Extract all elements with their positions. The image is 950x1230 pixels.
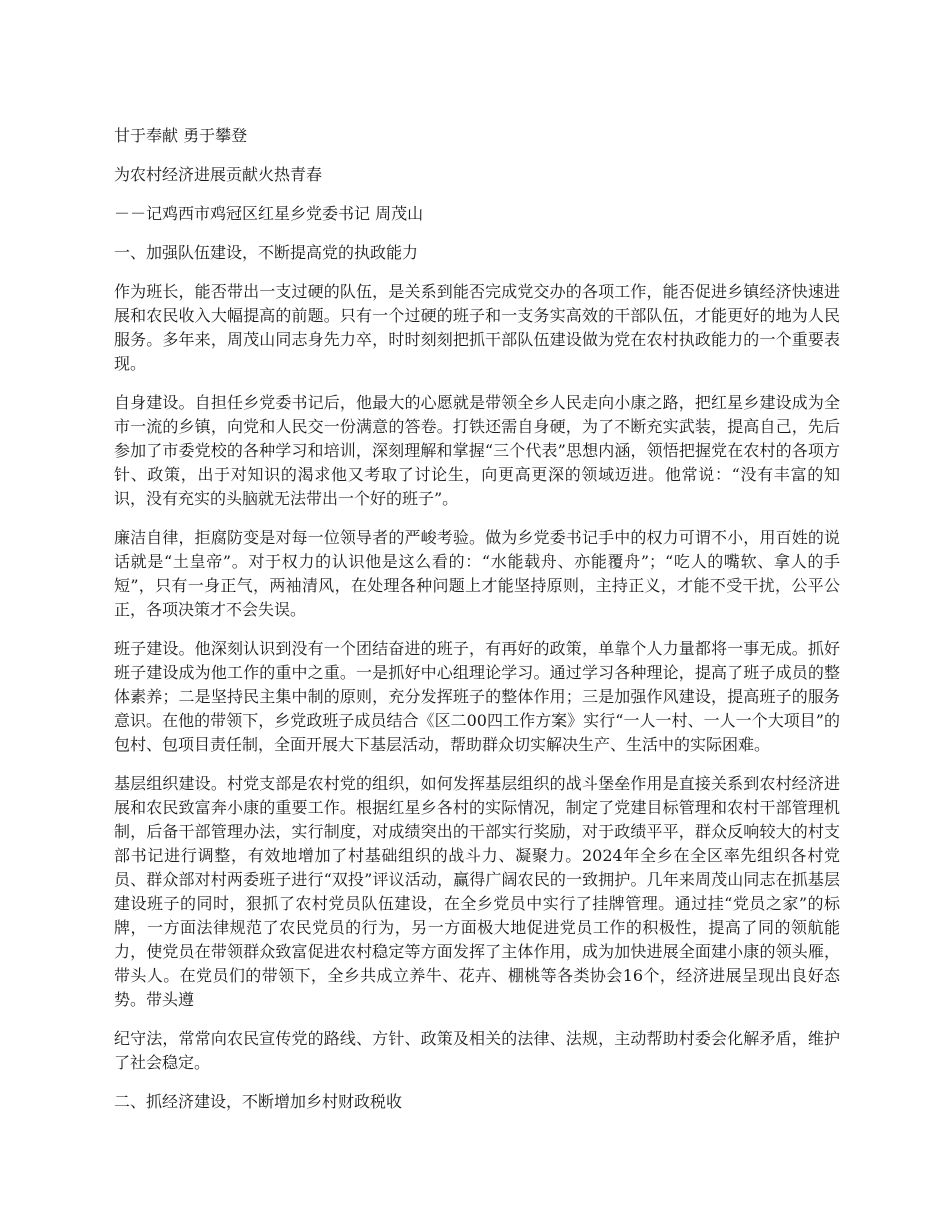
paragraph-5: 基层组织建设。村党支部是农村党的组织，如何发挥基层组织的战斗堡垒作用是直接关系到农村经济进展和农民致富奔小康的重要工作。根据红星乡各村的实际情况，制定了党建目标管理和农村干部管理机制，后备干部管理办法，实行制度，对成绩突出的干部实行奖励，对于政绩平平，群众反响较大的村支部书记进行调整，有效地增加了村基础组织的战斗力、凝聚力。2024年全乡在全区率先组织各村党员、群众部对村两委班子进行“双投”评议活动，赢得广阔农民的一致拥护。几年来周茂山同志在抓基层建设班子的同时，狠抓了农村党员队伍建设，在全乡党员中实行了挂牌管理。通过挂“党员之家”的标牌，一方面法律规范了农民党员的行为，另一方面极大地促进党员工作的积极性，提高了同的领航能力，使党员在带领群众致富促进农村稳定等方面发挥了主体作用，成为加快进展全面建小康的领头雁，带头人。在党员们的带领下，全乡共成立养牛、花卉、棚桃等各类协会16个，经济进展呈现出良好态势。带头遵 [114, 774, 840, 1009]
subtitle: －－记鸡西市鸡冠区红星乡党委书记 周茂山 [114, 204, 424, 223]
paragraph-2: 自身建设。自担任乡党委书记后，他最大的心愿就是带领全乡人民走向小康之路，把红星乡建设成为全市一流的乡镇，向党和人民交一份满意的答卷。打铁还需自身硬，为了不断充实武装，提高自己，先后参加了市委党校的各种学习和培训，深刻理解和掌握“三个代表”思想内涵，领悟把握党在农村的各项方针、政策，出于对知识的渴求他又考取了讨论生，向更高更深的领域迈进。他常说：“没有丰富的知识，没有充实的头脑就无法带出一个好的班子”。 [114, 393, 840, 508]
paragraph-1: 作为班长，能否带出一支过硬的队伍，是关系到能否完成党交办的各项工作，能否促进乡镇经济快速进展和农民收入大幅提高的前题。只有一个过硬的班子和一支务实高效的干部队伍，才能更好的地为人民服务。多年来，周茂山同志身先力卒，时时刻刻把抓干部队伍建设做为党在农村执政能力的一个重要表现。 [114, 282, 840, 373]
title-line-2: 为农村经济进展贡献火热青春 [114, 165, 323, 184]
title-line-1: 甘于奉献 勇于攀登 [114, 126, 248, 145]
document-page [114, 124, 840, 1129]
paragraph-4: 班子建设。他深刻认识到没有一个团结奋进的班子，有再好的政策，单靠个人力量都将一事无成。抓好班子建设成为他工作的重中之重。一是抓好中心组理论学习。通过学习各种理论，提高了班子成员的整体素养；二是坚持民主集中制的原则，充分发挥班子的整体作用；三是加强作风建设，提高班子的服务意识。在他的带领下，乡党政班子成员结合《区二00四工作方案》实行“一人一村、一人一个大项目”的包村、包项目责任制，全面开展大下基层活动，帮助群众切实解决生产、生活中的实际困难。 [114, 639, 840, 754]
section-1-heading: 一、加强队伍建设，不断提高党的执政能力 [114, 243, 419, 262]
section-2-heading: 二、抓经济建设，不断增加乡村财政税收 [114, 1092, 403, 1111]
paragraph-3: 廉洁自律，拒腐防变是对每一位领导者的严峻考验。做为乡党委书记手中的权力可谓不小，用百姓的说话就是“土皇帝”。对于权力的认识他是这么看的：“水能载舟、亦能覆舟”；“吃人的嘴软、拿人的手短”，只有一身正气，两袖清风，在处理各种问题上才能坚持原则，主持正义，才能不受干扰，公平公正，各项决策才不会失误。 [114, 528, 840, 619]
paragraph-6: 纪守法，常常向农民宣传党的路线、方针、政策及相关的法律、法规，主动帮助村委会化解矛盾，维护了社会稳定。 [114, 1029, 840, 1072]
